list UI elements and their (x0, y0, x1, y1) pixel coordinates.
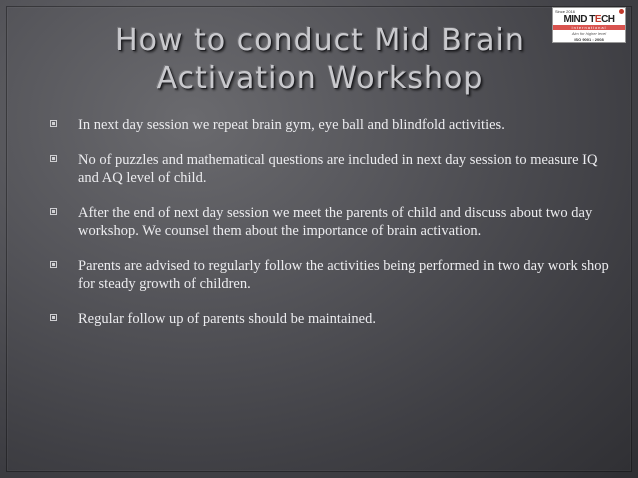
square-bullet-icon (50, 261, 57, 268)
list-item (50, 116, 610, 134)
bullet-text: No of puzzles and mathematical questions are included in next day session to measure IQ and AQ level of child. (78, 152, 598, 186)
logo-brand-part2: CH (601, 14, 615, 25)
logo-tagline: Aim for higher level (571, 31, 607, 36)
title-line-2: Activation Workshop (156, 61, 484, 96)
bullet-text: Parents are advised to regularly follow the activities being performed in two day work shop for steady growth of children. (78, 258, 609, 292)
list-item (50, 310, 610, 328)
bullet-text: In next day session we repeat brain gym, eye ball and blindfold activities. (78, 117, 505, 133)
bullet-list (50, 116, 610, 345)
mindtech-logo (552, 7, 626, 43)
bullet-text: Regular follow up of parents should be maintained. (78, 311, 376, 327)
logo-brand-part1: MIND T (563, 14, 595, 25)
logo-brand (553, 14, 625, 25)
logo-brand-mid: E (594, 14, 602, 25)
list-item (50, 204, 610, 240)
title-line-1: How to conduct Mid Brain (115, 23, 525, 58)
list-item (50, 257, 610, 293)
square-bullet-icon (50, 120, 57, 127)
logo-iso: ISO 9001 : 2008 (574, 37, 604, 42)
list-item (50, 151, 610, 187)
square-bullet-icon (50, 314, 57, 321)
slide-title (80, 22, 560, 98)
logo-since: Since 2016 (555, 9, 576, 14)
logo-subtitle: International (553, 25, 625, 30)
square-bullet-icon (50, 208, 57, 215)
square-bullet-icon (50, 155, 57, 162)
bullet-text: After the end of next day session we meet the parents of child and discuss about two day workshop. We counsel them about the importance of brain activation. (78, 205, 593, 239)
